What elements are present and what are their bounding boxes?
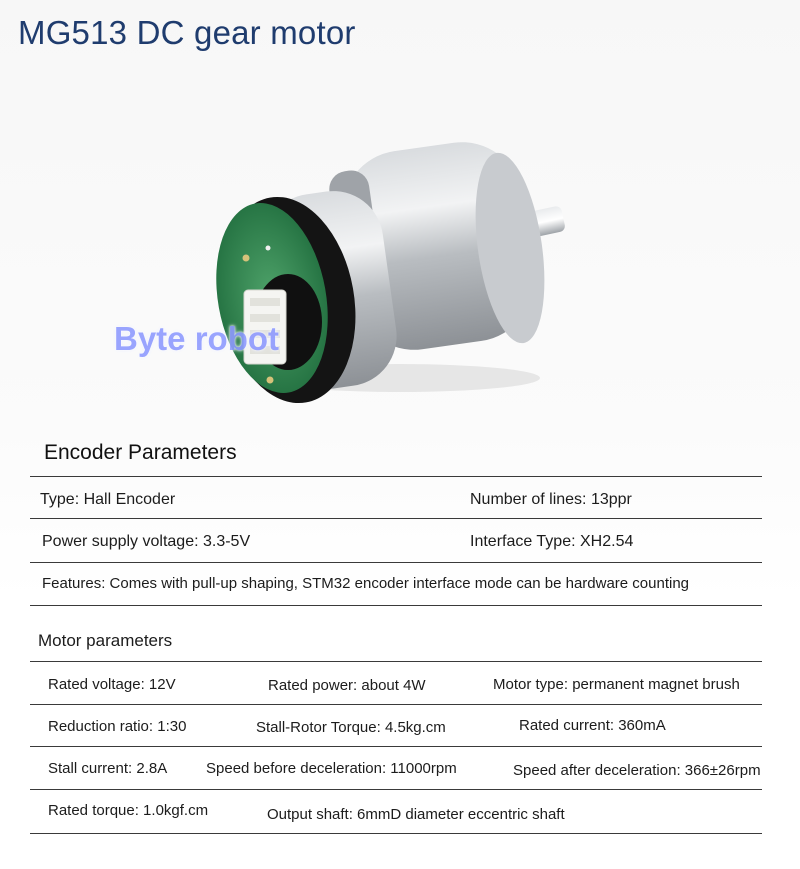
motor-rated-current: Rated current: 360mA (519, 717, 666, 734)
encoder-parameters-heading: Encoder Parameters (44, 441, 237, 464)
encoder-interface: Interface Type: XH2.54 (470, 533, 634, 550)
motor-type: Motor type: permanent magnet brush (493, 676, 740, 693)
divider (30, 661, 762, 662)
motor-stall-torque: Stall-Rotor Torque: 4.5kg.cm (256, 719, 446, 736)
motor-rated-power: Rated power: about 4W (268, 677, 426, 694)
page-title: MG513 DC gear motor (18, 14, 356, 51)
motor-parameters-heading: Motor parameters (38, 631, 173, 650)
divider (30, 476, 762, 477)
encoder-type: Type: Hall Encoder (40, 491, 176, 508)
divider (30, 746, 762, 747)
motor-rated-torque: Rated torque: 1.0kgf.cm (48, 802, 209, 819)
motor-product-image (210, 140, 580, 405)
divider (30, 789, 762, 790)
motor-stall-current: Stall current: 2.8A (48, 760, 168, 777)
divider (30, 562, 762, 563)
motor-speed-after: Speed after deceleration: 366±26rpm (513, 762, 761, 779)
motor-speed-before: Speed before deceleration: 11000rpm (206, 760, 457, 777)
divider (30, 605, 762, 606)
encoder-voltage: Power supply voltage: 3.3-5V (42, 533, 251, 550)
divider (30, 704, 762, 705)
motor-reduction-ratio: Reduction ratio: 1:30 (48, 718, 187, 735)
divider (30, 833, 762, 834)
encoder-lines: Number of lines: 13ppr (470, 491, 632, 508)
motor-rated-voltage: Rated voltage: 12V (48, 676, 176, 693)
motor-output-shaft: Output shaft: 6mmD diameter eccentric shaft (267, 806, 565, 823)
encoder-features: Features: Comes with pull-up shaping, STM32 encoder interface mode can be hardware counting (42, 575, 690, 592)
divider (30, 518, 762, 519)
watermark-text: Byte robot (114, 320, 279, 357)
